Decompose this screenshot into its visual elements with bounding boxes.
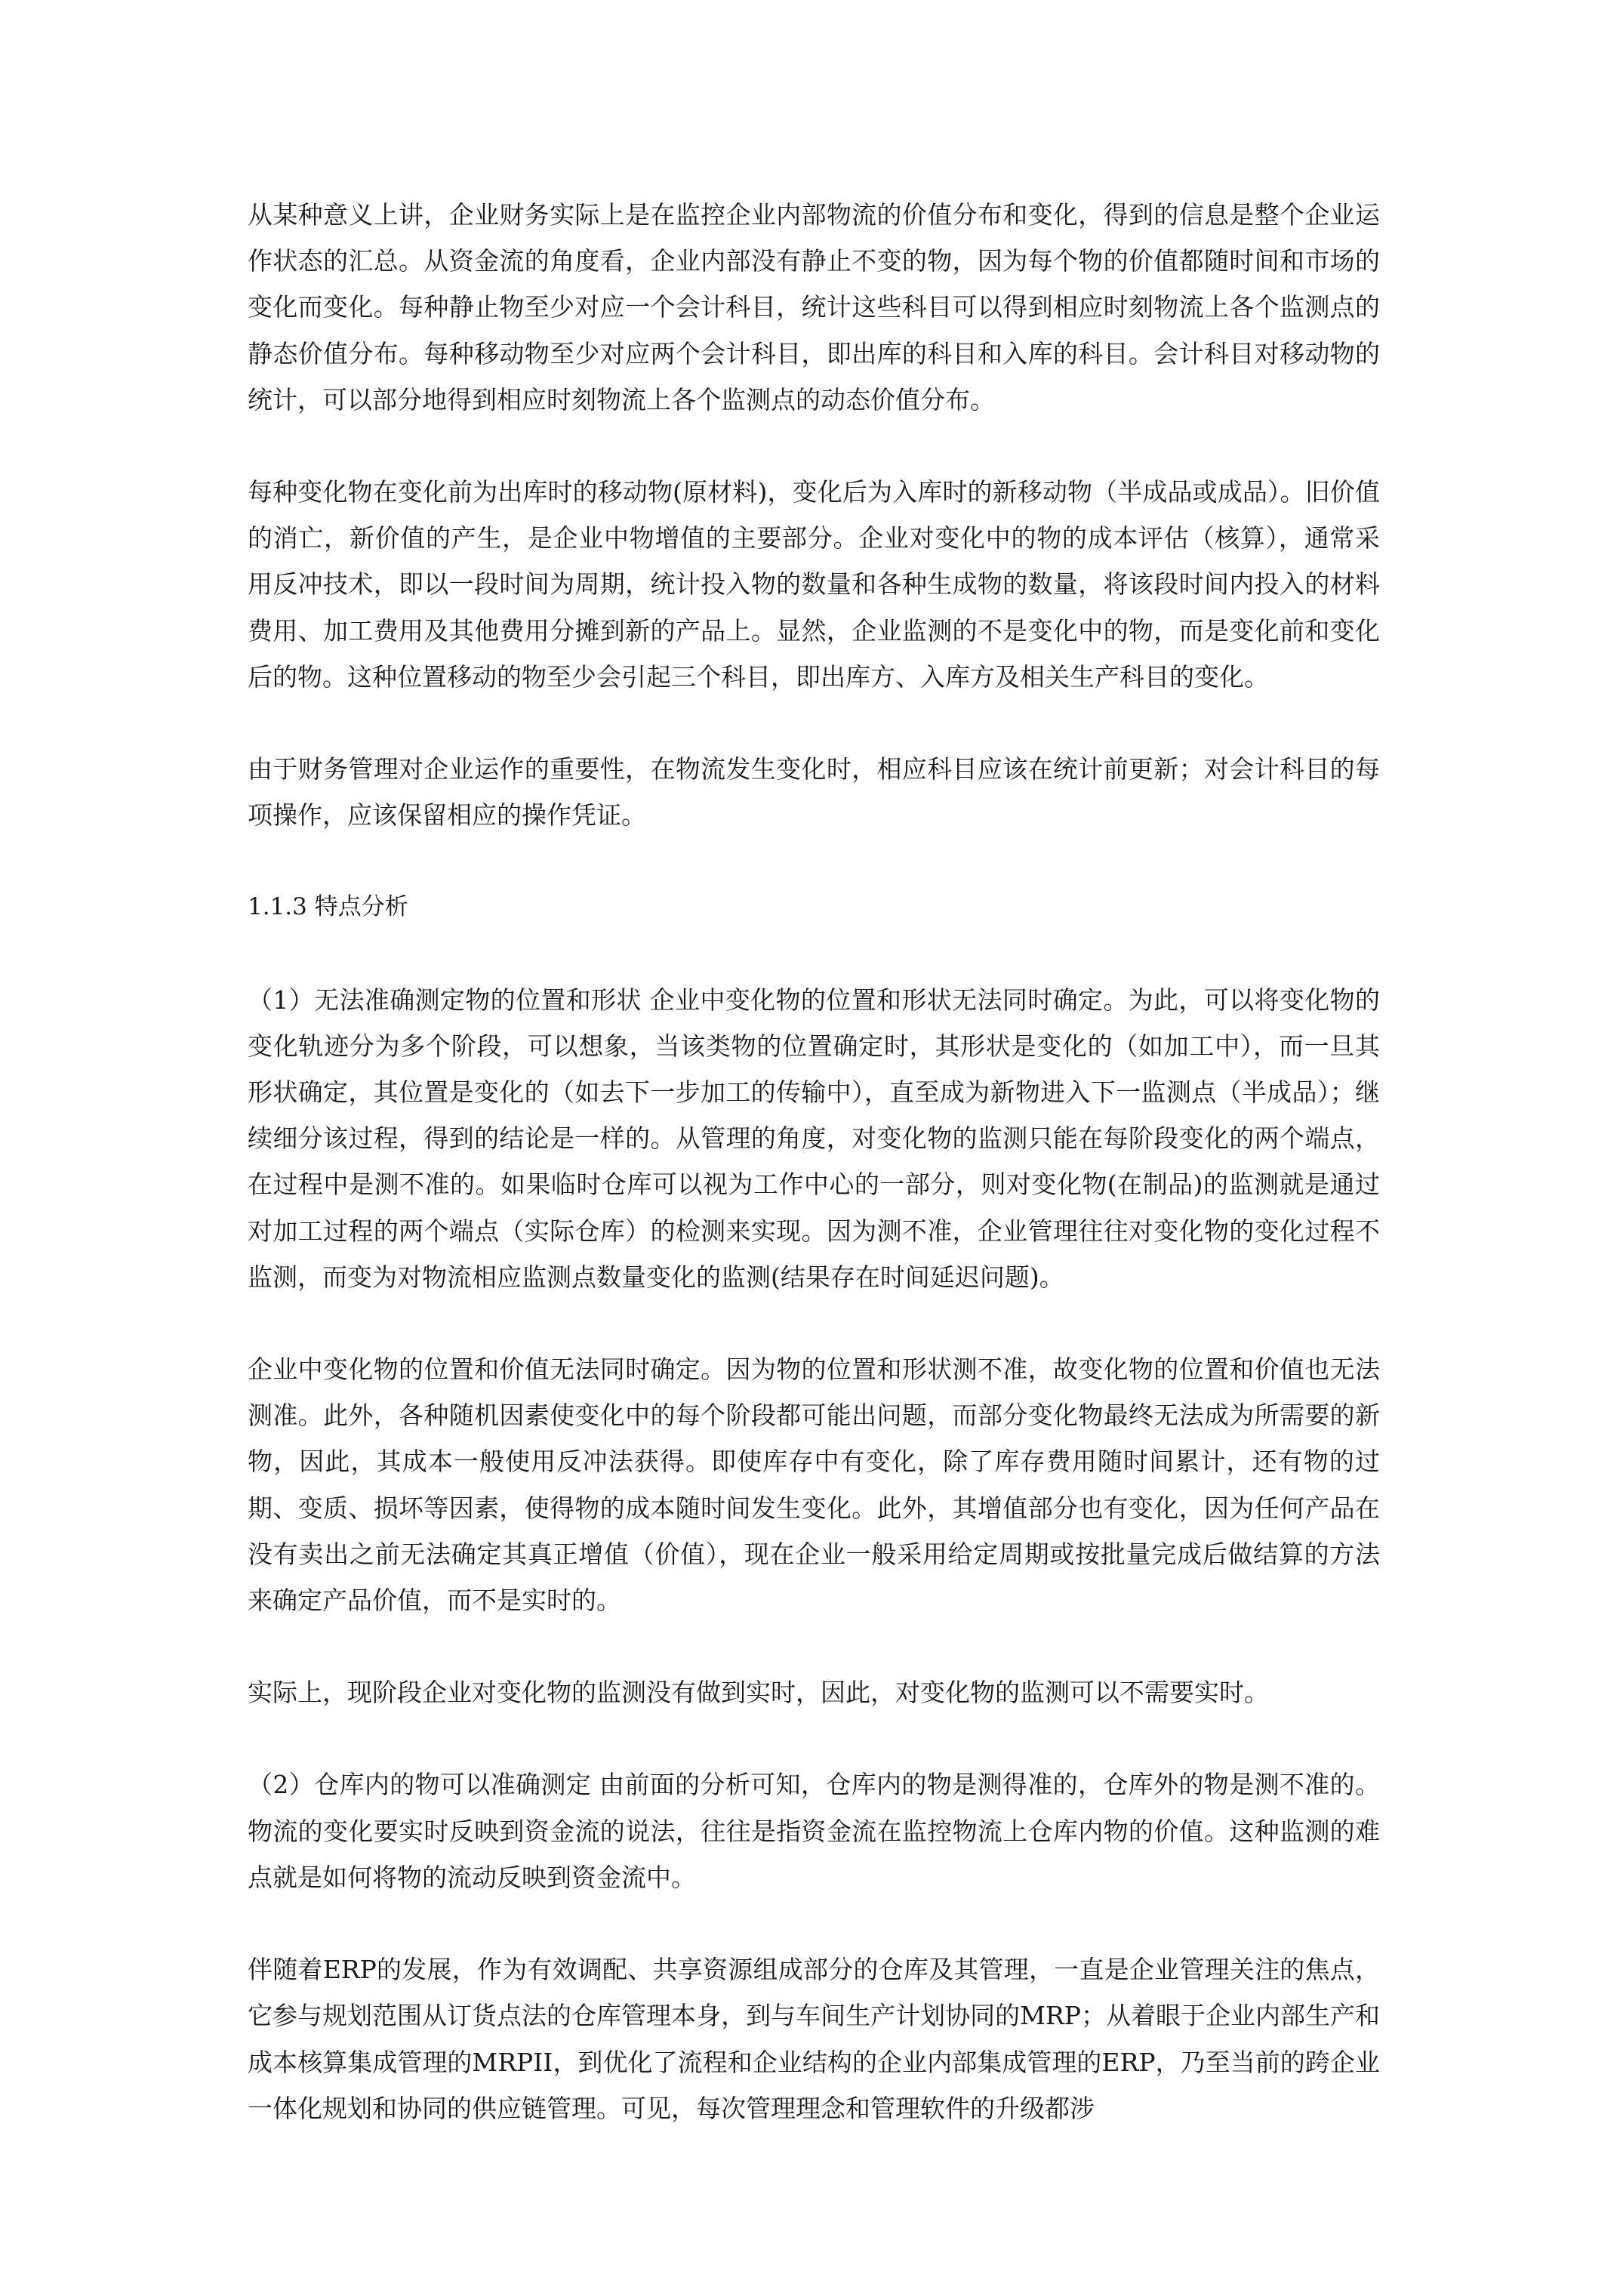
paragraph: （2）仓库内的物可以准确测定 由前面的分析可知，仓库内的物是测得准的，仓库外的物是测不准的。物流的变化要实时反映到资金流的说法，往往是指资金流在监控物流上仓库内物的价值。这种监测的难点就是如何将物的流动反映到资金流中。 xyxy=(248,1770,1380,1892)
document-body xyxy=(248,192,1380,2177)
section-heading: 1.1.3 特点分析 xyxy=(248,893,408,921)
paragraph: 每种变化物在变化前为出库时的移动物(原材料)，变化后为入库时的新移动物（半成品或成品）。旧价值的消亡，新价值的产生，是企业中物增值的主要部分。企业对变化中的物的成本评估（核算），通常采用反冲技术，即以一段时间为周期，统计投入物的数量和各种生成物的数量，将该段时间内投入的材料费用、加工费用及其他费用分摊到新的产品上。显然，企业监测的不是变化中的物，而是变化前和变化后的物。这种位置移动的物至少会引起三个科目，即出库方、入库方及相关生产科目的变化。 xyxy=(248,477,1380,692)
paragraph: 企业中变化物的位置和价值无法同时确定。因为物的位置和形状测不准，故变化物的位置和价值也无法测准。此外，各种随机因素使变化中的每个阶段都可能出问题，而部分变化物最终无法成为所需要的新物，因此，其成本一般使用反冲法获得。即使库存中有变化，除了库存费用随时间累计，还有物的过期、变质、损坏等因素，使得物的成本随时间发生变化。此外，其增值部分也有变化，因为任何产品在没有卖出之前无法确定其真正增值（价值），现在企业一般采用给定周期或按批量完成后做结算的方法来确定产品价值，而不是实时的。 xyxy=(248,1354,1380,1616)
paragraph: 由于财务管理对企业运作的重要性，在物流发生变化时，相应科目应该在统计前更新；对会计科目的每项操作，应该保留相应的操作凭证。 xyxy=(248,754,1380,831)
paragraph: 从某种意义上讲，企业财务实际上是在监控企业内部物流的价值分布和变化，得到的信息是整个企业运作状态的汇总。从资金流的角度看，企业内部没有静止不变的物，因为每个物的价值都随时间和市场的变化而变化。每种静止物至少对应一个会计科目，统计这些科目可以得到相应时刻物流上各个监测点的静态价值分布。每种移动物至少对应两个会计科目，即出库的科目和入库的科目。会计科目对移动物的统计，可以部分地得到相应时刻物流上各个监测点的动态价值分布。 xyxy=(248,200,1380,415)
paragraph: 实际上，现阶段企业对变化物的监测没有做到实时，因此，对变化物的监测可以不需要实时。 xyxy=(248,1678,1269,1708)
paragraph: 伴随着ERP的发展，作为有效调配、共享资源组成部分的仓库及其管理，一直是企业管理关注的焦点，它参与规划范围从订货点法的仓库管理本身，到与车间生产计划协同的MRP；从着眼于企业内部生产和成本核算集成管理的MRPII，到优化了流程和企业结构的企业内部集成管理的ERP，乃至当前的跨企业一体化规划和协同的供应链管理。可见，每次管理理念和管理软件的升级都涉 xyxy=(248,1955,1380,2123)
paragraph: （1）无法准确测定物的位置和形状 企业中变化物的位置和形状无法同时确定。为此，可以将变化物的变化轨迹分为多个阶段，可以想象，当该类物的位置确定时，其形状是变化的（如加工中），而一旦其形状确定，其位置是变化的（如去下一步加工的传输中），直至成为新物进入下一监测点（半成品）；继续细分该过程，得到的结论是一样的。从管理的角度，对变化物的监测只能在每阶段变化的两个端点，在过程中是测不准的。如果临时仓库可以视为工作中心的一部分，则对变化物(在制品)的监测就是通过对加工过程的两个端点（实际仓库）的检测来实现。因为测不准，企业管理往往对变化物的变化过程不监测，而变为对物流相应监测点数量变化的监测(结果存在时间延迟问题)。 xyxy=(248,985,1380,1292)
